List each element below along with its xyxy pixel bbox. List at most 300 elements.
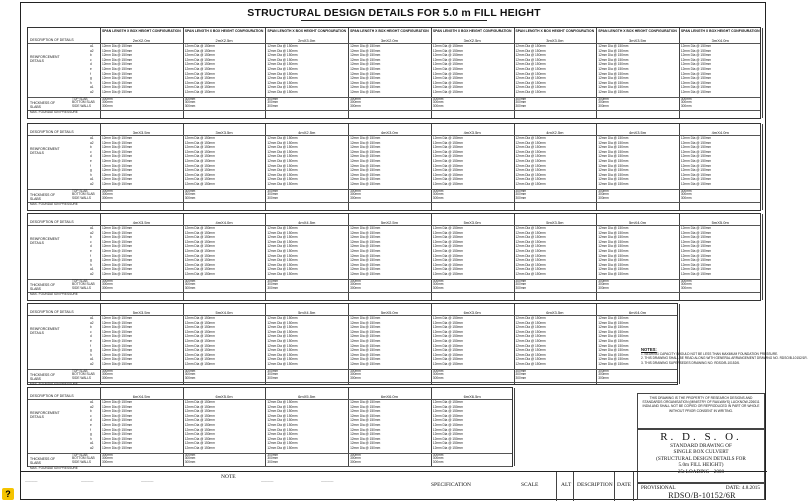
rebar-spec: 12mm Dia @ 150mm xyxy=(350,67,381,71)
rebar-spec: 12mm Dia @ 150mm xyxy=(184,53,215,58)
slab-name: SIDE WALLS xyxy=(72,376,92,381)
rebar-spec: 12mm Dia @ 150mm xyxy=(102,262,133,267)
slab-thickness: 300mm xyxy=(350,96,361,101)
rebar-spec: 12mm Dia @ 150mm xyxy=(350,352,381,357)
rebar-spec: 12mm Dia @ 150mm xyxy=(432,172,463,177)
rebar-spec: 12mm Dia @ 150mm xyxy=(184,427,215,432)
thickness-label: THICKNESS OF SLABS xyxy=(30,282,56,291)
column-divider xyxy=(596,124,597,210)
slab-thickness: 300mm xyxy=(184,460,196,465)
rebar-spec: 12mm Dia @ 150mm xyxy=(350,343,381,348)
slab-name: BOTTOM SLAB xyxy=(72,100,95,105)
rebar-spec: 12mm Dia @ 150mm xyxy=(350,334,381,339)
slab-thickness: 300mm xyxy=(680,286,692,291)
rebar-spec: 12mm Dia @ 150mm xyxy=(267,446,298,450)
slab-thickness: 300mm xyxy=(102,282,113,287)
slab-thickness: 300mm xyxy=(184,100,196,105)
slab-thickness: 300mm xyxy=(598,278,609,283)
rebar-spec: 12mm Dia @ 150mm xyxy=(680,159,712,163)
rebar-spec: 12mm Dia @ 150mm xyxy=(432,362,463,366)
bar-mark: c xyxy=(90,239,92,244)
rebar-spec: 12mm Dia @ 150mm xyxy=(432,239,463,244)
table-block xyxy=(27,303,678,385)
rebar-spec: 12mm Dia @ 150mm xyxy=(598,253,629,258)
slab-thickness: 300mm xyxy=(432,368,444,373)
foundation-label: MAX. FOUNDATION PRESSURE xyxy=(30,109,78,114)
rebar-spec: 12mm Dia @ 150mm xyxy=(598,154,629,159)
slab-thickness: 300mm xyxy=(102,452,113,457)
rebar-spec: 12mm Dia @ 150mm xyxy=(598,249,629,253)
rebar-spec: 12mm Dia @ 150mm xyxy=(184,339,215,343)
bar-mark: a2 xyxy=(90,446,94,450)
rebar-spec: 12mm Dia @ 150mm xyxy=(515,177,546,182)
rebar-spec: 12mm Dia @ 150mm xyxy=(267,316,298,320)
slab-thickness: 300mm xyxy=(350,376,361,381)
rebar-spec: 12mm Dia @ 150mm xyxy=(102,62,133,67)
rebar-spec: 12mm Dia @ 150mm xyxy=(102,239,133,244)
rebar-spec: 12mm Dia @ 150mm xyxy=(267,48,298,53)
span-config: 5mX4.0m xyxy=(628,220,647,225)
column-divider xyxy=(679,124,680,210)
slab-thickness: 300mm xyxy=(515,196,527,201)
rebar-spec: 12mm Dia @ 150mm xyxy=(102,446,133,450)
column-divider xyxy=(100,28,101,118)
slab-thickness: 300mm xyxy=(432,196,444,201)
rebar-spec: 12mm Dia @ 150mm xyxy=(184,357,215,362)
rebar-spec: 12mm Dia @ 150mm xyxy=(515,244,546,249)
rebar-spec: 12mm Dia @ 150mm xyxy=(267,272,298,276)
thickness-label: THICKNESS OF SLABS xyxy=(30,456,56,465)
slab-thickness: 300mm xyxy=(184,192,196,197)
rebar-spec: 12mm Dia @ 150mm xyxy=(680,140,712,145)
rebar-spec: 12mm Dia @ 150mm xyxy=(432,44,463,48)
rebar-spec: 12mm Dia @ 150mm xyxy=(515,140,546,145)
slab-thickness: 300mm xyxy=(102,96,113,101)
column-divider xyxy=(514,28,515,118)
rebar-spec: 12mm Dia @ 150mm xyxy=(432,244,463,249)
signature-block: ________ xyxy=(81,478,94,482)
span-config: 3mX2.5m xyxy=(463,38,481,43)
rebar-spec: 12mm Dia @ 150mm xyxy=(102,57,133,62)
foundation-label: MAX. FOUNDATION PRESSURE xyxy=(30,465,78,470)
rebar-spec: 12mm Dia @ 150mm xyxy=(432,177,463,182)
bar-mark: a2 xyxy=(90,182,94,186)
drawing-sheet xyxy=(20,2,808,500)
rebar-spec: 12mm Dia @ 150mm xyxy=(184,168,215,173)
rebar-spec: 12mm Dia @ 150mm xyxy=(102,258,133,263)
bar-mark: a2 xyxy=(90,90,94,94)
rebar-spec: 12mm Dia @ 150mm xyxy=(184,446,215,450)
rebar-spec: 12mm Dia @ 150mm xyxy=(515,362,546,366)
rebar-spec: 12mm Dia @ 150mm xyxy=(184,436,215,441)
slab-thickness: 300mm xyxy=(267,372,279,377)
rebar-spec: 12mm Dia @ 150mm xyxy=(350,357,381,362)
rebar-spec: 12mm Dia @ 150mm xyxy=(598,267,629,272)
rebar-spec: 12mm Dia @ 150mm xyxy=(598,226,629,230)
slab-thickness: 300mm xyxy=(515,104,527,109)
rebar-spec: 12mm Dia @ 150mm xyxy=(102,329,133,334)
row-divider xyxy=(28,225,760,226)
span-config: 3mX3.5m xyxy=(628,38,647,43)
bar-mark: c xyxy=(90,329,92,334)
rebar-spec: 12mm Dia @ 150mm xyxy=(680,44,712,48)
slab-thickness: 300mm xyxy=(267,282,279,287)
rebar-spec: 12mm Dia @ 150mm xyxy=(350,163,381,168)
row-divider xyxy=(28,279,760,280)
column-divider xyxy=(679,214,680,300)
bar-mark: e xyxy=(90,159,92,163)
slab-name: SIDE WALLS xyxy=(72,104,92,109)
rebar-spec: 12mm Dia @ 150mm xyxy=(350,432,381,437)
column-divider xyxy=(100,124,101,210)
rebar-spec: 12mm Dia @ 150mm xyxy=(350,44,381,48)
rebar-spec: 12mm Dia @ 150mm xyxy=(184,316,215,320)
column-divider xyxy=(348,304,349,384)
bar-mark: a1 xyxy=(90,400,94,404)
rebar-spec: 12mm Dia @ 150mm xyxy=(267,140,298,145)
row-divider xyxy=(28,43,760,44)
rebar-spec: 12mm Dia @ 150mm xyxy=(267,145,298,150)
title-underline xyxy=(301,20,487,21)
rebar-spec: 12mm Dia @ 150mm xyxy=(267,85,298,90)
rebar-spec: 12mm Dia @ 150mm xyxy=(350,230,381,235)
rebar-spec: 12mm Dia @ 150mm xyxy=(267,80,298,85)
rebar-spec: 12mm Dia @ 150mm xyxy=(598,262,629,267)
bar-mark: a2 xyxy=(90,230,94,235)
slab-thickness: 300mm xyxy=(432,278,444,283)
rebar-spec: 12mm Dia @ 150mm xyxy=(680,53,712,58)
slab-thickness: 300mm xyxy=(184,376,196,381)
rebar-spec: 12mm Dia @ 150mm xyxy=(184,239,215,244)
slab-thickness: 300mm xyxy=(267,100,279,105)
rebar-spec: 12mm Dia @ 150mm xyxy=(350,267,381,272)
rebar-spec: 12mm Dia @ 150mm xyxy=(350,404,381,409)
rebar-spec: 12mm Dia @ 150mm xyxy=(515,357,546,362)
rebar-spec: 12mm Dia @ 150mm xyxy=(184,258,215,263)
slab-thickness: 300mm xyxy=(184,104,196,109)
rebar-spec: 12mm Dia @ 150mm xyxy=(515,149,546,154)
rebar-spec: 12mm Dia @ 150mm xyxy=(598,57,629,62)
rebar-spec: 12mm Dia @ 150mm xyxy=(350,249,381,253)
slab-thickness: 300mm xyxy=(680,278,692,283)
rebar-spec: 12mm Dia @ 150mm xyxy=(515,272,546,276)
rebar-spec: 12mm Dia @ 150mm xyxy=(598,44,629,48)
rebar-spec: 12mm Dia @ 150mm xyxy=(598,244,629,249)
rebar-spec: 12mm Dia @ 150mm xyxy=(102,316,133,320)
table-block xyxy=(27,387,513,470)
rebar-spec: 12mm Dia @ 150mm xyxy=(432,154,463,159)
rebar-spec: 12mm Dia @ 150mm xyxy=(598,334,629,339)
rebar-spec: 12mm Dia @ 150mm xyxy=(515,159,546,163)
slab-thickness: 300mm xyxy=(515,372,527,377)
rebar-spec: 12mm Dia @ 150mm xyxy=(680,62,712,67)
rebar-spec: 12mm Dia @ 150mm xyxy=(267,244,298,249)
rebar-spec: 12mm Dia @ 150mm xyxy=(267,149,298,154)
bar-mark: e xyxy=(90,339,92,343)
rebar-spec: 12mm Dia @ 150mm xyxy=(432,258,463,263)
slab-thickness: 300mm xyxy=(267,368,279,373)
rebar-spec: 12mm Dia @ 150mm xyxy=(680,154,712,159)
slab-thickness: 300mm xyxy=(432,96,444,101)
rebar-spec: 12mm Dia @ 150mm xyxy=(350,177,381,182)
slab-thickness: 300mm xyxy=(515,96,527,101)
slab-thickness: 300mm xyxy=(680,104,692,109)
rebar-spec: 12mm Dia @ 150mm xyxy=(598,352,629,357)
bar-mark: a2 xyxy=(90,272,94,276)
rebar-spec: 12mm Dia @ 150mm xyxy=(432,249,463,253)
rebar-spec: 12mm Dia @ 150mm xyxy=(680,71,712,76)
slab-thickness: 300mm xyxy=(515,192,527,197)
rebar-spec: 12mm Dia @ 150mm xyxy=(267,418,298,423)
row-divider xyxy=(28,97,760,98)
table-block xyxy=(27,123,761,211)
description-label: DESCRIPTION OF DETAILS xyxy=(30,38,74,42)
span-config: 2mX2.5m xyxy=(215,38,233,43)
rebar-spec: 12mm Dia @ 150mm xyxy=(515,253,546,258)
rebar-spec: 12mm Dia @ 150mm xyxy=(102,409,133,414)
rebar-spec: 12mm Dia @ 150mm xyxy=(432,432,463,437)
rebar-spec: 12mm Dia @ 150mm xyxy=(267,348,298,353)
span-config: 6mX5.5m xyxy=(298,394,316,399)
rebar-spec: 12mm Dia @ 150mm xyxy=(267,182,298,186)
slab-thickness: 300mm xyxy=(350,286,361,291)
rebar-spec: 12mm Dia @ 150mm xyxy=(598,230,629,235)
foundation-label: MAX. FOUNDATION PRESSURE xyxy=(30,291,78,296)
rebar-spec: 12mm Dia @ 150mm xyxy=(102,352,133,357)
foundation-label: MAX. FOUNDATION PRESSURE xyxy=(30,381,78,386)
rebar-spec: 12mm Dia @ 150mm xyxy=(184,67,215,71)
slab-thickness: 300mm xyxy=(184,188,196,193)
rebar-spec: 12mm Dia @ 150mm xyxy=(184,267,215,272)
rebar-spec: 12mm Dia @ 150mm xyxy=(598,235,629,240)
rebar-spec: 12mm Dia @ 150mm xyxy=(680,249,712,253)
rebar-spec: 12mm Dia @ 150mm xyxy=(515,182,546,186)
rebar-spec: 12mm Dia @ 150mm xyxy=(184,57,215,62)
notes-section xyxy=(641,347,808,365)
thickness-label: THICKNESS OF SLABS xyxy=(30,100,56,109)
rebar-spec: 12mm Dia @ 150mm xyxy=(102,48,133,53)
rebar-spec: 12mm Dia @ 150mm xyxy=(267,67,298,71)
rebar-spec: 12mm Dia @ 150mm xyxy=(184,149,215,154)
rebar-spec: 12mm Dia @ 150mm xyxy=(102,348,133,353)
slab-thickness: 300mm xyxy=(102,456,113,461)
provisional-label: PROVISIONAL xyxy=(641,485,676,491)
rebar-spec: 12mm Dia @ 150mm xyxy=(102,136,133,140)
slab-thickness: 300mm xyxy=(598,282,609,287)
slab-thickness: 300mm xyxy=(267,192,279,197)
rebar-spec: 12mm Dia @ 150mm xyxy=(184,404,215,409)
slab-thickness: 300mm xyxy=(267,278,279,283)
rebar-spec: 12mm Dia @ 150mm xyxy=(432,348,463,353)
slab-thickness: 300mm xyxy=(350,188,361,193)
slab-thickness: 300mm xyxy=(350,196,361,201)
rebar-spec: 12mm Dia @ 150mm xyxy=(267,76,298,81)
rebar-spec: 12mm Dia @ 150mm xyxy=(598,258,629,263)
slab-thickness: 300mm xyxy=(680,188,692,193)
rebar-spec: 12mm Dia @ 150mm xyxy=(102,44,133,48)
rebar-spec: 12mm Dia @ 150mm xyxy=(350,57,381,62)
rebar-spec: 12mm Dia @ 150mm xyxy=(184,325,215,330)
slab-thickness: 300mm xyxy=(267,188,279,193)
rebar-spec: 12mm Dia @ 150mm xyxy=(267,267,298,272)
bar-mark: f xyxy=(90,343,91,348)
note-label: NOTE xyxy=(221,474,236,480)
row-divider xyxy=(28,382,677,383)
bar-mark: c xyxy=(90,149,92,154)
slab-thickness: 300mm xyxy=(102,376,113,381)
rebar-spec: 12mm Dia @ 150mm xyxy=(598,329,629,334)
span-config: 6mX6.5m xyxy=(463,394,481,399)
slab-thickness: 300mm xyxy=(432,104,444,109)
slab-thickness: 300mm xyxy=(598,96,609,101)
column-divider xyxy=(596,28,597,118)
rebar-spec: 12mm Dia @ 150mm xyxy=(515,44,546,48)
bar-mark: a1 xyxy=(90,441,94,446)
rebar-spec: 12mm Dia @ 150mm xyxy=(350,423,381,427)
rebar-spec: 12mm Dia @ 150mm xyxy=(432,423,463,427)
slab-thickness: 300mm xyxy=(350,452,361,457)
slab-thickness: 300mm xyxy=(102,368,113,373)
rebar-spec: 12mm Dia @ 150mm xyxy=(432,436,463,441)
rebar-spec: 12mm Dia @ 150mm xyxy=(350,253,381,258)
rebar-spec: 12mm Dia @ 150mm xyxy=(680,80,712,85)
rebar-spec: 12mm Dia @ 150mm xyxy=(350,272,381,276)
rebar-spec: 12mm Dia @ 150mm xyxy=(598,316,629,320)
rebar-spec: 12mm Dia @ 150mm xyxy=(432,262,463,267)
rebar-spec: 12mm Dia @ 150mm xyxy=(680,172,712,177)
bar-mark: a2 xyxy=(90,140,94,145)
rebar-spec: 12mm Dia @ 150mm xyxy=(267,177,298,182)
bar-mark: c xyxy=(90,57,92,62)
slab-thickness: 300mm xyxy=(598,192,609,197)
rebar-spec: 12mm Dia @ 150mm xyxy=(680,145,712,150)
rebar-spec: 12mm Dia @ 150mm xyxy=(184,362,215,366)
slab-thickness: 300mm xyxy=(102,278,113,283)
row-divider xyxy=(28,189,760,190)
bar-mark: e xyxy=(90,67,92,71)
rebar-spec: 12mm Dia @ 150mm xyxy=(598,168,629,173)
rebar-spec: 12mm Dia @ 150mm xyxy=(432,352,463,357)
rebar-spec: 12mm Dia @ 150mm xyxy=(184,71,215,76)
rebar-spec: 12mm Dia @ 150mm xyxy=(102,427,133,432)
rebar-spec: 12mm Dia @ 150mm xyxy=(267,334,298,339)
column-divider xyxy=(514,304,515,384)
rebar-spec: 12mm Dia @ 150mm xyxy=(598,320,629,325)
slab-thickness: 300mm xyxy=(598,188,609,193)
rebar-spec: 12mm Dia @ 150mm xyxy=(432,145,463,150)
column-divider xyxy=(183,28,184,118)
rebar-spec: 12mm Dia @ 150mm xyxy=(432,413,463,418)
span-config: 2mX3.0m xyxy=(298,38,316,43)
rebar-spec: 12mm Dia @ 150mm xyxy=(350,140,381,145)
rebar-spec: 12mm Dia @ 150mm xyxy=(350,325,381,330)
rebar-spec: 12mm Dia @ 150mm xyxy=(102,53,133,58)
bar-mark: d xyxy=(90,244,92,249)
rebar-spec: 12mm Dia @ 150mm xyxy=(267,71,298,76)
bar-mark: e xyxy=(90,423,92,427)
column-divider xyxy=(100,304,101,384)
span-config: 4mX4.0m xyxy=(711,130,729,135)
slab-thickness: 300mm xyxy=(515,282,527,287)
slab-thickness: 300mm xyxy=(598,100,609,105)
slab-thickness: 300mm xyxy=(432,192,444,197)
rebar-spec: 12mm Dia @ 150mm xyxy=(515,258,546,263)
rebar-spec: 12mm Dia @ 150mm xyxy=(350,400,381,404)
rebar-spec: 12mm Dia @ 150mm xyxy=(432,159,463,163)
slab-name: TOP SLAB xyxy=(72,188,88,193)
question-icon[interactable]: ? xyxy=(2,488,14,500)
rebar-spec: 12mm Dia @ 150mm xyxy=(350,329,381,334)
note-item: 1. BEARING CAPACITY SHOULD NOT BE LESS THAN MAXIMUM FOUNDATION PRESSURE. xyxy=(641,352,779,356)
description-label: DESCRIPTION OF DETAILS xyxy=(30,394,74,398)
slab-thickness: 300mm xyxy=(680,192,692,197)
row-divider xyxy=(28,466,512,467)
rebar-spec: 12mm Dia @ 150mm xyxy=(267,441,298,446)
slab-thickness: 300mm xyxy=(598,372,609,377)
rebar-spec: 12mm Dia @ 150mm xyxy=(102,423,133,427)
rebar-spec: 12mm Dia @ 150mm xyxy=(680,239,712,244)
slab-thickness: 300mm xyxy=(350,104,361,109)
rebar-spec: 12mm Dia @ 150mm xyxy=(184,230,215,235)
bar-mark: d xyxy=(90,334,92,339)
rebar-spec: 12mm Dia @ 150mm xyxy=(102,172,133,177)
bar-mark: g xyxy=(90,168,92,173)
rebar-spec: 12mm Dia @ 150mm xyxy=(184,418,215,423)
rebar-spec: 12mm Dia @ 150mm xyxy=(680,182,712,186)
slab-thickness: 300mm xyxy=(432,100,444,105)
bar-mark: c xyxy=(90,413,92,418)
rebar-spec: 12mm Dia @ 150mm xyxy=(184,423,215,427)
rebar-spec: 12mm Dia @ 150mm xyxy=(102,441,133,446)
slab-thickness: 300mm xyxy=(515,376,527,381)
rebar-spec: 12mm Dia @ 150mm xyxy=(515,249,546,253)
slab-thickness: 300mm xyxy=(598,376,609,381)
rebar-spec: 12mm Dia @ 150mm xyxy=(184,244,215,249)
slab-thickness: 300mm xyxy=(432,452,444,457)
date-label: DATE xyxy=(617,482,632,488)
rebar-spec: 12mm Dia @ 150mm xyxy=(598,76,629,81)
rebar-spec: 12mm Dia @ 150mm xyxy=(598,145,629,150)
slab-thickness: 300mm xyxy=(350,282,361,287)
span-config: 4mX3.0m xyxy=(380,130,398,135)
rebar-spec: 12mm Dia @ 150mm xyxy=(184,159,215,163)
column-divider xyxy=(762,28,763,118)
span-config: 4mX3.5m xyxy=(628,130,647,135)
slab-thickness: 300mm xyxy=(267,196,279,201)
slab-thickness: 300mm xyxy=(515,100,527,105)
rebar-spec: 12mm Dia @ 150mm xyxy=(267,339,298,343)
rebar-spec: 12mm Dia @ 150mm xyxy=(515,262,546,267)
slab-name: TOP SLAB xyxy=(72,368,88,373)
rebar-spec: 12mm Dia @ 150mm xyxy=(598,136,629,140)
rebar-spec: 12mm Dia @ 150mm xyxy=(680,163,712,168)
rebar-spec: 12mm Dia @ 150mm xyxy=(184,320,215,325)
rebar-spec: 12mm Dia @ 150mm xyxy=(267,320,298,325)
rebar-spec: 12mm Dia @ 150mm xyxy=(680,235,712,240)
slab-name: BOTTOM SLAB xyxy=(72,372,95,377)
rebar-spec: 12mm Dia @ 150mm xyxy=(350,172,381,177)
slab-thickness: 300mm xyxy=(350,456,361,461)
rebar-spec: 12mm Dia @ 150mm xyxy=(515,145,546,150)
rebar-spec: 12mm Dia @ 150mm xyxy=(350,154,381,159)
bar-mark: a1 xyxy=(90,85,94,90)
scale-label: SCALE xyxy=(521,482,539,488)
slab-thickness: 300mm xyxy=(267,96,279,101)
column-divider xyxy=(596,304,597,384)
rebar-spec: 12mm Dia @ 150mm xyxy=(515,320,546,325)
rebar-spec: 12mm Dia @ 150mm xyxy=(102,334,133,339)
notes-title: NOTES: xyxy=(641,347,657,352)
